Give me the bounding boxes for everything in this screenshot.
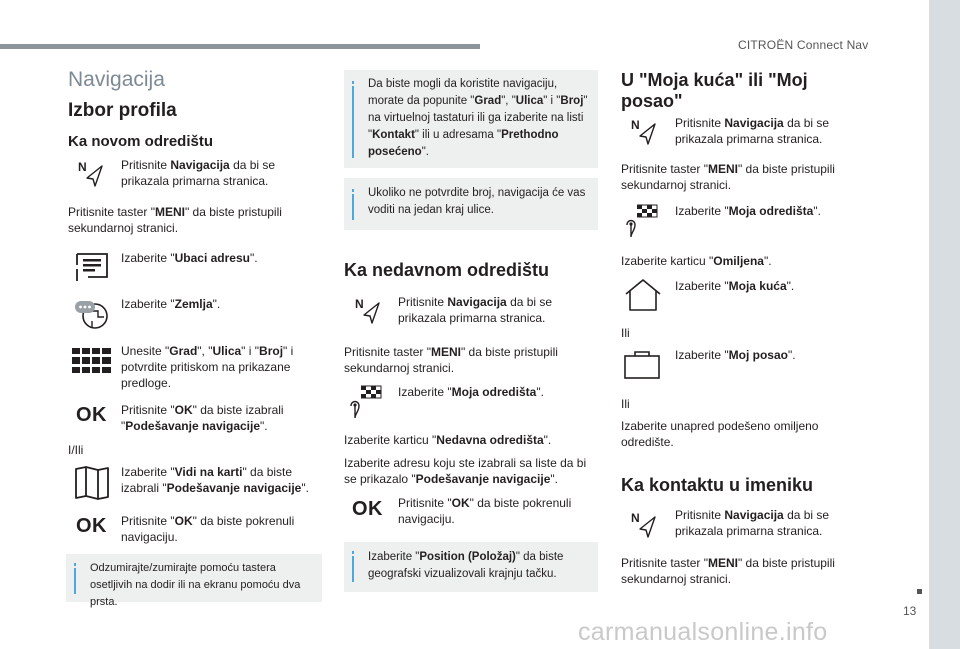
svg-text:N: N xyxy=(631,118,640,132)
note-position: Izaberite "Position (Položaj)" da biste geografski vizualizovali krajnju tačku. xyxy=(344,542,598,592)
col3-step1: Pritisnite Navigacija da bi se prikazala primarna stranica. xyxy=(675,116,830,146)
ok-button-icon-3: OK xyxy=(352,498,383,520)
col3-step5: Izaberite "Moja kuća". xyxy=(675,279,795,293)
destination-flag-icon xyxy=(349,384,385,420)
col3-or1: Ili xyxy=(621,326,630,340)
navigation-icon xyxy=(78,160,104,188)
keyboard-icon xyxy=(72,348,112,374)
col2-step3: Izaberite "Moja odredišta". xyxy=(398,385,544,399)
page-side-strip xyxy=(929,0,960,649)
svg-text:N: N xyxy=(631,511,640,525)
note-zoom: Odzumirajte/zumirajte pomoću tastera osetljivih na dodir ili na ekranu pomoću dva prsta. xyxy=(66,554,322,602)
header-rule xyxy=(0,44,480,49)
heading-ka-nedavnom-odredistu: Ka nedavnom odredištu xyxy=(344,260,550,280)
col1-step2: Pritisnite taster "MENI" da biste pristupili sekundarnoj stranici. xyxy=(68,205,282,235)
col3-step9: Pritisnite taster "MENI" da biste pristupili sekundarnoj stranici. xyxy=(621,556,835,586)
address-input-icon xyxy=(74,251,110,283)
col1-step1: Pritisnite Navigacija da bi se prikazala primarna stranica. xyxy=(121,158,276,188)
col2-step2: Pritisnite taster "MENI" da biste pristupili sekundarnoj stranici. xyxy=(344,345,558,375)
col1-step4: Izaberite "Zemlja". xyxy=(121,297,221,311)
note-number-confirm: Ukoliko ne potvrdite broj, navigacija će vas voditi na jedan kraj ulice. xyxy=(344,178,598,230)
destination-flag-icon-2 xyxy=(625,203,661,239)
map-icon xyxy=(74,466,110,500)
col3-or2: Ili xyxy=(621,397,630,411)
heading-moja-kuca-moj-posao: U "Moja kuća" ili "Moj posao" xyxy=(621,70,808,111)
ok-button-icon-2: OK xyxy=(76,515,107,537)
watermark: carmanualsonline.info xyxy=(578,618,828,646)
col2-step1: Pritisnite Navigacija da bi se prikazala primarna stranica. xyxy=(398,295,553,325)
col1-step3: Izaberite "Ubaci adresu". xyxy=(121,251,258,265)
col1-or: I/Ili xyxy=(68,443,84,457)
work-briefcase-icon xyxy=(623,350,661,380)
heading-ka-novom-odredistu: Ka novom odredištu xyxy=(68,133,214,150)
heading-ka-kontaktu-u-imeniku: Ka kontaktu u imeniku xyxy=(621,475,814,495)
svg-text:N: N xyxy=(355,297,364,311)
page-number: 13 xyxy=(903,604,917,618)
col2-step6: Pritisnite "OK" da biste pokrenuli navigaciju. xyxy=(398,496,572,526)
col1-step8: Pritisnite "OK" da biste pokrenuli navigaciju. xyxy=(121,514,295,544)
section-title: Navigacija xyxy=(68,68,165,91)
navigation-icon-4 xyxy=(631,511,657,539)
col2-step5: Izaberite adresu koju ste izabrali sa liste da bi se prikazalo "Podešavanje navigacije". xyxy=(344,456,587,486)
navigation-icon-3 xyxy=(631,118,657,146)
svg-text:N: N xyxy=(78,160,87,174)
brand-label: CITROËN Connect Nav xyxy=(738,38,869,52)
col1-step6: Pritisnite "OK" da biste izabrali "Podešavanje navigacije". xyxy=(121,403,284,433)
col3-step6: Izaberite "Moj posao". xyxy=(675,348,796,362)
col2-step4: Izaberite karticu "Nedavna odredišta". xyxy=(344,433,552,447)
col1-step7: Izaberite "Vidi na karti" da biste izabrali "Podešavanje navigacije". xyxy=(121,465,309,495)
col3-step3: Izaberite "Moja odredišta". xyxy=(675,204,821,218)
heading-izbor-profila: Izbor profila xyxy=(68,100,177,121)
home-icon xyxy=(624,278,662,312)
col1-step5: Unesite "Grad", "Ulica" i "Broj" i potvrdite pritiskom na prikazane predloge. xyxy=(121,344,294,390)
col3-step2: Pritisnite taster "MENI" da biste pristupili sekundarnoj stranici. xyxy=(621,162,835,192)
page-marker xyxy=(917,589,922,594)
col3-step4: Izaberite karticu "Omiljena". xyxy=(621,254,772,268)
col3-step8: Pritisnite Navigacija da bi se prikazala primarna stranica. xyxy=(675,508,830,538)
country-globe-icon xyxy=(74,297,110,331)
ok-button-icon: OK xyxy=(76,404,107,426)
col3-step7: Izaberite unapred podešeno omiljeno odredište. xyxy=(621,419,819,449)
navigation-icon-2 xyxy=(355,297,381,325)
note-navigation-fields: Da biste mogli da koristite navigaciju, morate da popunite "Grad", "Ulica" i "Broj" na virtuelnoj tastaturi ili ga izaberite na listi "Kontakt" ili u adresama "Prethodno posećeno". xyxy=(344,70,598,168)
